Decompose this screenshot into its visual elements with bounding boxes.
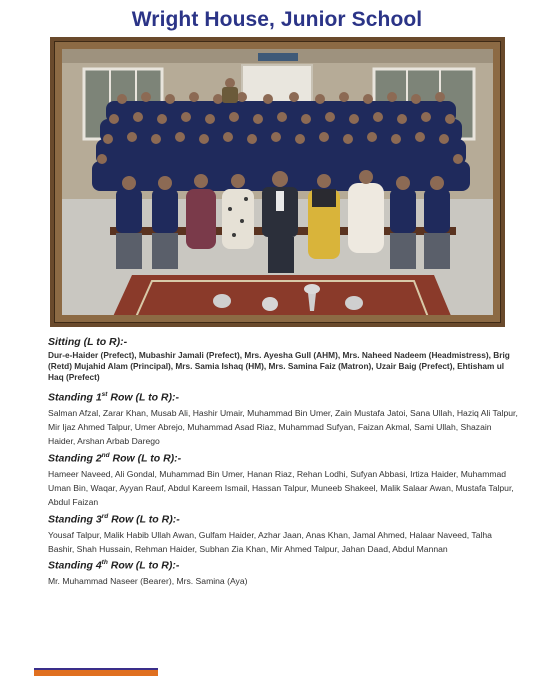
- page-title: Wright House, Junior School: [131, 8, 423, 31]
- group-photo-illustration: [62, 49, 493, 315]
- caption-row4-names: Mr. Muhammad Naseer (Bearer), Mrs. Samina (Aya): [48, 575, 248, 586]
- footer-accent-bar: [34, 668, 158, 676]
- caption-row3-heading: Standing 3rd Row (L to R):-: [48, 513, 180, 526]
- caption-row1-names: Salman Afzal, Zarar Khan, Musab Ali, Hashir Umair, Muhammad Bin Umer, Zain Mustafa Jatoi, Sana Ullah, Haziq Ali Talpur, Mir Ijaz Ahmed Talpur, Umer Abrejo, Muhammad Asad Riaz, Muhammad Sufyan, Faizan Akmal, Sami Ullah, Shazain Haider, Arshan Arbab Darego: [48, 407, 518, 446]
- caption-row1: [48, 391, 518, 448]
- group-photo: [62, 49, 493, 315]
- caption-row3-names: Yousaf Talpur, Malik Habib Ullah Awan, Gulfam Haider, Azhar Jaan, Anas Khan, Jamal Ahmed, Halaar Naveed, Talha Bashir, Shah Hussain, Rehman Haider, Subhan Zia Khan, Mir Ahmed Talpur, Jahan Daad, Abdul Mannan: [48, 529, 492, 554]
- group-photo-frame: [50, 37, 505, 327]
- caption-sitting: [48, 336, 518, 383]
- caption-row1-heading: Standing 1st Row (L to R):-: [48, 391, 179, 404]
- caption-row4: [48, 559, 518, 588]
- caption-row2-heading: Standing 2nd Row (L to R):-: [48, 452, 182, 465]
- caption-sitting-names: Dur-e-Haider (Prefect), Mubashir Jamali (Prefect), Mrs. Ayesha Gull (AHM), Mrs. Naheed Nadeem (Headmistress), Brig (Retd) Mujahid Alam (Principal), Mrs. Samia Ishaq (HM), Mrs. Samina Faiz (Matron), Uzair Baig (Prefect), Ehtisham ul Haq (Prefect): [48, 350, 510, 382]
- caption-sitting-heading: Sitting (L to R):-: [48, 336, 128, 348]
- caption-row2-names: Hameer Naveed, Ali Gondal, Muhammad Bin Umer, Hanan Riaz, Rehan Lodhi, Sufyan Abbasi, Irtiza Haider, Muhammad Uman Bin, Waqar, Ayyan Rauf, Abdul Kareem Ismail, Hassan Talpur, Muneeb Shakeel, Malik Salaar Awan, Mustafa Talpur, Abdul Faizan: [48, 468, 514, 507]
- caption-row4-heading: Standing 4th Row (L to R):-: [48, 559, 180, 572]
- caption-row3: [48, 513, 518, 556]
- caption-row2: [48, 452, 518, 509]
